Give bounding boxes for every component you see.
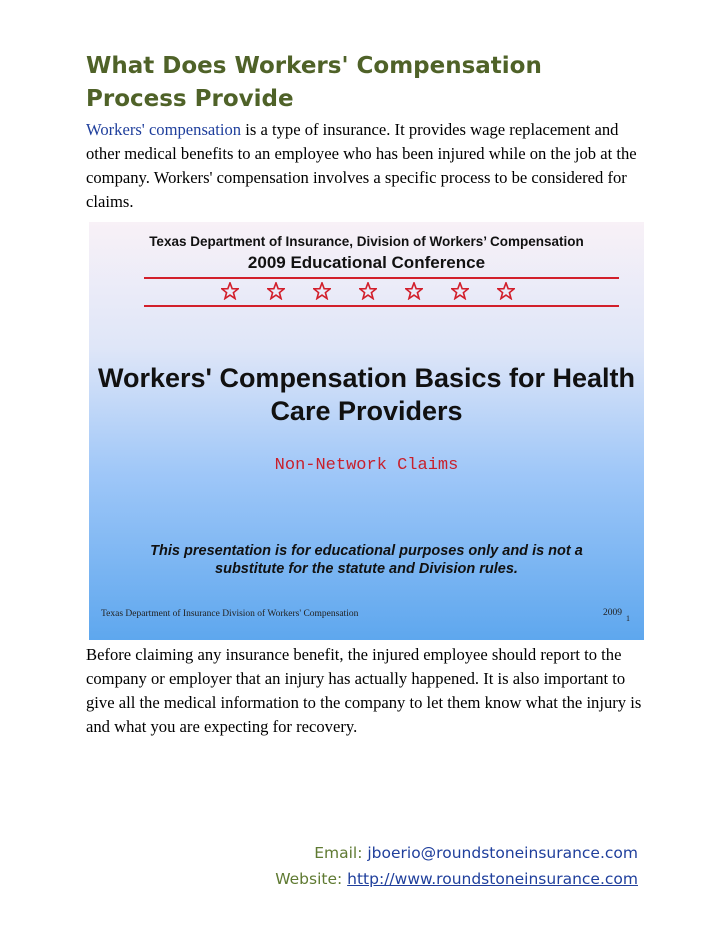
star-icon <box>451 282 469 300</box>
star-icon <box>359 282 377 300</box>
website-label: Website: <box>275 870 343 888</box>
star-icon <box>221 282 239 300</box>
email-link[interactable]: jboerio@roundstoneinsurance.com <box>367 844 638 862</box>
contact-website-line <box>275 870 638 888</box>
slide-divider-bottom <box>144 305 619 307</box>
email-label: Email: <box>314 844 363 862</box>
contact-email-line <box>314 844 638 862</box>
conference-slide-image <box>89 222 644 640</box>
slide-main-title: Workers' Compensation Basics for Health Care Providers <box>97 363 636 426</box>
website-link[interactable]: http://www.roundstoneinsurance.com <box>347 870 638 888</box>
slide-disclaimer: This presentation is for educational purposes only and is not a substitute for the statute and Division rules. <box>150 543 583 577</box>
star-icon <box>405 282 423 300</box>
slide-header-conference: 2009 Educational Conference <box>247 253 486 272</box>
slide-subtitle: Non-Network Claims <box>274 456 459 475</box>
intro-text: is a type of insurance. It provides wage replacement and other medical benefits to an employee who has been injured while on the job at the company. Workers' compensation involves a specific process to be considered for claims. <box>86 120 637 211</box>
slide-year: 2009 <box>603 608 622 618</box>
intro-paragraph <box>86 118 646 214</box>
slide-stars-row <box>221 282 521 304</box>
star-icon <box>267 282 285 300</box>
slide-page-number: 1 <box>626 614 630 623</box>
slide-header-org: Texas Department of Insurance, Division of Workers’ Compensation <box>149 234 584 249</box>
slide-footer: Texas Department of Insurance Division of Workers' Compensation <box>101 609 359 619</box>
body-paragraph: Before claiming any insurance benefit, the injured employee should report to the company or employer that an injury has actually happened. It is also important to give all the medical information to the company to let them know what the injury is and what you are expecting for recovery. <box>86 645 642 736</box>
slide-divider-top <box>144 277 619 279</box>
workers-comp-link[interactable]: Workers' compensation <box>86 120 242 139</box>
document-title: What Does Workers' Compensation Process Provide <box>86 53 542 112</box>
star-icon <box>313 282 331 300</box>
star-icon <box>497 282 515 300</box>
